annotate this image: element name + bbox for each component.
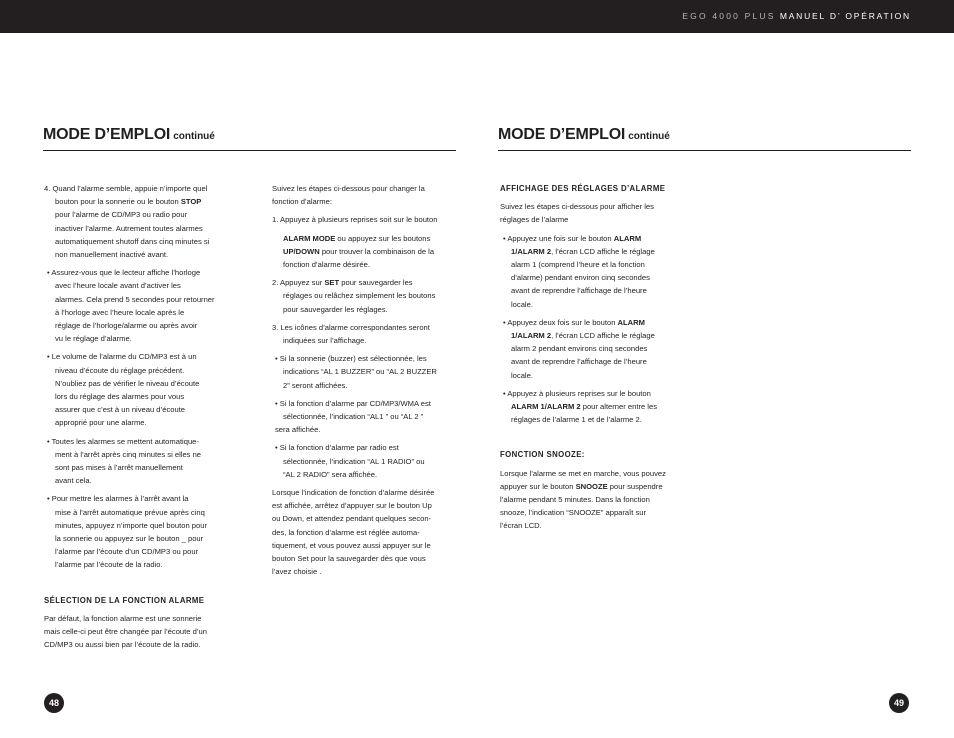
step-line: pour sauvegarder les réglages. bbox=[283, 304, 388, 314]
bullet-line: réglages de l’alarme 1 et de l’alarme 2. bbox=[511, 415, 642, 425]
bullet-line: sélectionnée, l’indication “AL 1 RADIO” ou bbox=[283, 456, 425, 466]
paragraph-line: Suivez les étapes ci-dessous pour afficher les bbox=[500, 202, 654, 212]
paragraph-line: Par défaut, la fonction alarme est une sonnerie bbox=[44, 613, 202, 623]
bullet-line: sera affichée. bbox=[275, 425, 321, 435]
step-line: 2. Appuyez sur SET pour sauvegarder les bbox=[272, 278, 413, 288]
bullet-line: ment à l’arrêt après cinq minutes si elles ne bbox=[55, 449, 202, 459]
bullet-line: • Appuyez deux fois sur le bouton ALARM bbox=[503, 317, 645, 327]
paragraph-line: mais celle-ci peut être changée par l’écoute d’un bbox=[44, 627, 207, 637]
item4-line: bouton pour la sonnerie ou le bouton STOP bbox=[55, 197, 202, 207]
right-title-sub: continué bbox=[628, 131, 670, 142]
bullet-line: ALARM 1/ALARM 2 pour alterner entre les bbox=[511, 402, 658, 412]
right-column bbox=[500, 182, 700, 533]
step-line: fonction d’alarme désirée. bbox=[283, 260, 370, 270]
bullet-line: assurer que c’est à un niveau d’écoute bbox=[55, 405, 186, 415]
bullet-line: N’oubliez pas de vérifier le niveau d’écoute bbox=[55, 378, 200, 388]
bullet-line: la sonnerie ou appuyez sur le bouton _ pour bbox=[55, 534, 204, 544]
running-header bbox=[682, 11, 911, 21]
header-brand: EGO 4000 PLUS bbox=[682, 11, 776, 21]
bullet-line: sélectionnée, l’indication “AL1 ” ou “AL 2 ” bbox=[283, 412, 424, 422]
bullet-line: avant de reprendre l’affichage de l’heure bbox=[511, 357, 647, 367]
section-heading-selection: SÉLECTION DE LA FONCTION ALARME bbox=[44, 595, 205, 605]
bullet-line: 1/ALARM 2, l’écran LCD affiche le réglage bbox=[511, 246, 655, 256]
right-title-rule bbox=[498, 150, 911, 151]
bullet-line: • Si la fonction d’alarme par radio est bbox=[275, 443, 399, 453]
paragraph-line: appuyer sur le bouton SNOOZE pour suspendre bbox=[500, 481, 663, 491]
paragraph-line: CD/MP3 ou aussi bien par l’écoute de la radio. bbox=[44, 640, 201, 650]
bullet-line: “AL 2 RADIO” sera affichée. bbox=[283, 469, 378, 479]
bullet-line: approprié pour une alarme. bbox=[55, 418, 147, 428]
bullet-line: • Appuyez à plusieurs reprises sur le bouton bbox=[503, 388, 651, 398]
header-section: MANUEL D’ OPÉRATION bbox=[779, 11, 911, 21]
bullet-line: • Si la fonction d’alarme par CD/MP3/WMA est bbox=[275, 398, 431, 408]
bullet-line: • Assurez-vous que le lecteur affiche l’horloge bbox=[47, 268, 201, 278]
right-title-main: MODE D’EMPLOI bbox=[498, 126, 626, 143]
bullet-line: indications “AL 1 BUZZER” ou “AL 2 BUZZER bbox=[283, 367, 437, 377]
paragraph-line: Suivez les étapes ci-dessous pour changer la bbox=[272, 184, 425, 193]
step-line: UP/DOWN pour trouver la combinaison de la bbox=[283, 246, 435, 256]
paragraph-line: l’écran LCD. bbox=[500, 521, 542, 531]
step-line: ALARM MODE ou appuyez sur les boutons bbox=[283, 233, 431, 243]
paragraph-line: fonction d’alarme: bbox=[272, 197, 332, 207]
bullet-line: locale. bbox=[511, 299, 533, 309]
section-heading-affichage: AFFICHAGE DES RÉGLAGES D’ALARME bbox=[500, 184, 666, 193]
left-title-rule bbox=[43, 150, 456, 151]
bullet-line: avant cela. bbox=[55, 476, 92, 486]
bullet-line: alarmes. Cela prend 5 secondes pour retourner bbox=[55, 294, 215, 304]
paragraph-line: est affichée, arrêtez d’appuyer sur le bouton Up bbox=[272, 501, 432, 511]
bullet-line: minutes, appuyez n’importe quel bouton pour bbox=[55, 520, 207, 530]
paragraph-line: l’avez choisie . bbox=[272, 567, 322, 577]
paragraph-line: tiquement, et vous pouvez aussi appuyer sur le bbox=[272, 540, 431, 550]
bullet-line: avec l’heure locale avant d’activer les bbox=[55, 281, 181, 291]
right-page-title bbox=[498, 126, 670, 144]
step-line: indiquées sur l’affichage. bbox=[283, 336, 367, 346]
bullet-line: vu le réglage d’alarme. bbox=[55, 334, 132, 344]
item4-line: inactiver l’alarme. Autrement toutes alarmes bbox=[55, 223, 203, 233]
bullet-line: • Pour mettre les alarmes à l’arrêt avant la bbox=[47, 494, 189, 504]
bullet-line: alarm 2 pendant environs cinq secondes bbox=[511, 344, 648, 354]
bullet-line: locale. bbox=[511, 370, 533, 380]
paragraph-line: Lorsque l’alarme se met en marche, vous pouvez bbox=[500, 468, 666, 478]
item4-line: 4. Quand l’alarme semble, appuie n’importe quel bbox=[44, 184, 208, 193]
step-line: 3. Les icônes d’alarme correspondantes seront bbox=[272, 322, 430, 332]
left-page-title bbox=[43, 126, 215, 144]
left-column-2 bbox=[272, 182, 462, 578]
item4-line: automatiquement shutoff dans cinq minutes si bbox=[55, 236, 210, 246]
bullet-line: alarm 1 (comprend l’heure et la fonction bbox=[511, 260, 645, 270]
page-number-left: 48 bbox=[44, 693, 64, 713]
left-title-main: MODE D’EMPLOI bbox=[43, 126, 171, 143]
left-column-1 bbox=[44, 182, 244, 652]
paragraph-line: snooze, l’indication “SNOOZE” apparaît sur bbox=[500, 508, 647, 518]
bullet-line: à l’horloge avec l’heure locale après le bbox=[55, 307, 185, 317]
item4-line: pour l’alarme de CD/MP3 ou radio pour bbox=[55, 210, 188, 220]
bullet-line: l’alarme par l’écoute d’un CD/MP3 ou pour bbox=[55, 547, 199, 557]
paragraph-line: ou Down, et attendez pendant quelques secon- bbox=[272, 514, 432, 524]
paragraph-line: l’alarme pendant 5 minutes. Dans la fonction bbox=[500, 495, 650, 505]
section-heading-snooze: FONCTION SNOOZE: bbox=[500, 450, 585, 460]
bullet-line: • Le volume de l’alarme du CD/MP3 est à un bbox=[47, 352, 197, 362]
bullet-line: niveau d’écoute du réglage précédent. bbox=[55, 365, 185, 375]
step-line: 1. Appuyez à plusieurs reprises soit sur le bouton bbox=[272, 215, 438, 225]
bullet-line: d’alarme) pendant environ cinq secondes bbox=[511, 273, 650, 283]
step-line: réglages ou relâchez simplement les boutons bbox=[283, 291, 436, 301]
bullet-line: • Si la sonnerie (buzzer) est sélectionnée, les bbox=[275, 354, 427, 364]
bullet-line: mise à l’arrêt automatique prévue après cinq bbox=[55, 507, 205, 517]
bullet-line: • Toutes les alarmes se mettent automatique- bbox=[47, 436, 199, 446]
bullet-line: • Appuyez une fois sur le bouton ALARM bbox=[503, 233, 642, 243]
paragraph-line: bouton Set pour la sauvegarder dès que vous bbox=[272, 554, 426, 564]
bullet-line: l’alarme par l’écoute de la radio. bbox=[55, 560, 163, 570]
bullet-line: réglage de l’horloge/alarme ou après avoir bbox=[55, 321, 198, 331]
page-number-right: 49 bbox=[889, 693, 909, 713]
bullet-line: lors du réglage des alarmes pour vous bbox=[55, 392, 185, 402]
bullet-line: 1/ALARM 2, l’écran LCD affiche le réglage bbox=[511, 331, 655, 341]
item4-line: non manuellement inactivé avant. bbox=[55, 250, 169, 260]
paragraph-line: des, la fonction d’alarme est réglée automa- bbox=[272, 527, 420, 537]
left-title-sub: continué bbox=[173, 131, 215, 142]
paragraph-line: réglages de l’alarme bbox=[500, 215, 569, 225]
header-bar bbox=[0, 0, 954, 33]
bullet-line: sont pas mises à l’arrêt manuellement bbox=[55, 463, 183, 473]
paragraph-line: Lorsque l’indication de fonction d’alarme désirée bbox=[272, 488, 435, 498]
bullet-line: avant de reprendre l’affichage de l’heure bbox=[511, 286, 647, 296]
bullet-line: 2” seront affichées. bbox=[283, 380, 348, 390]
